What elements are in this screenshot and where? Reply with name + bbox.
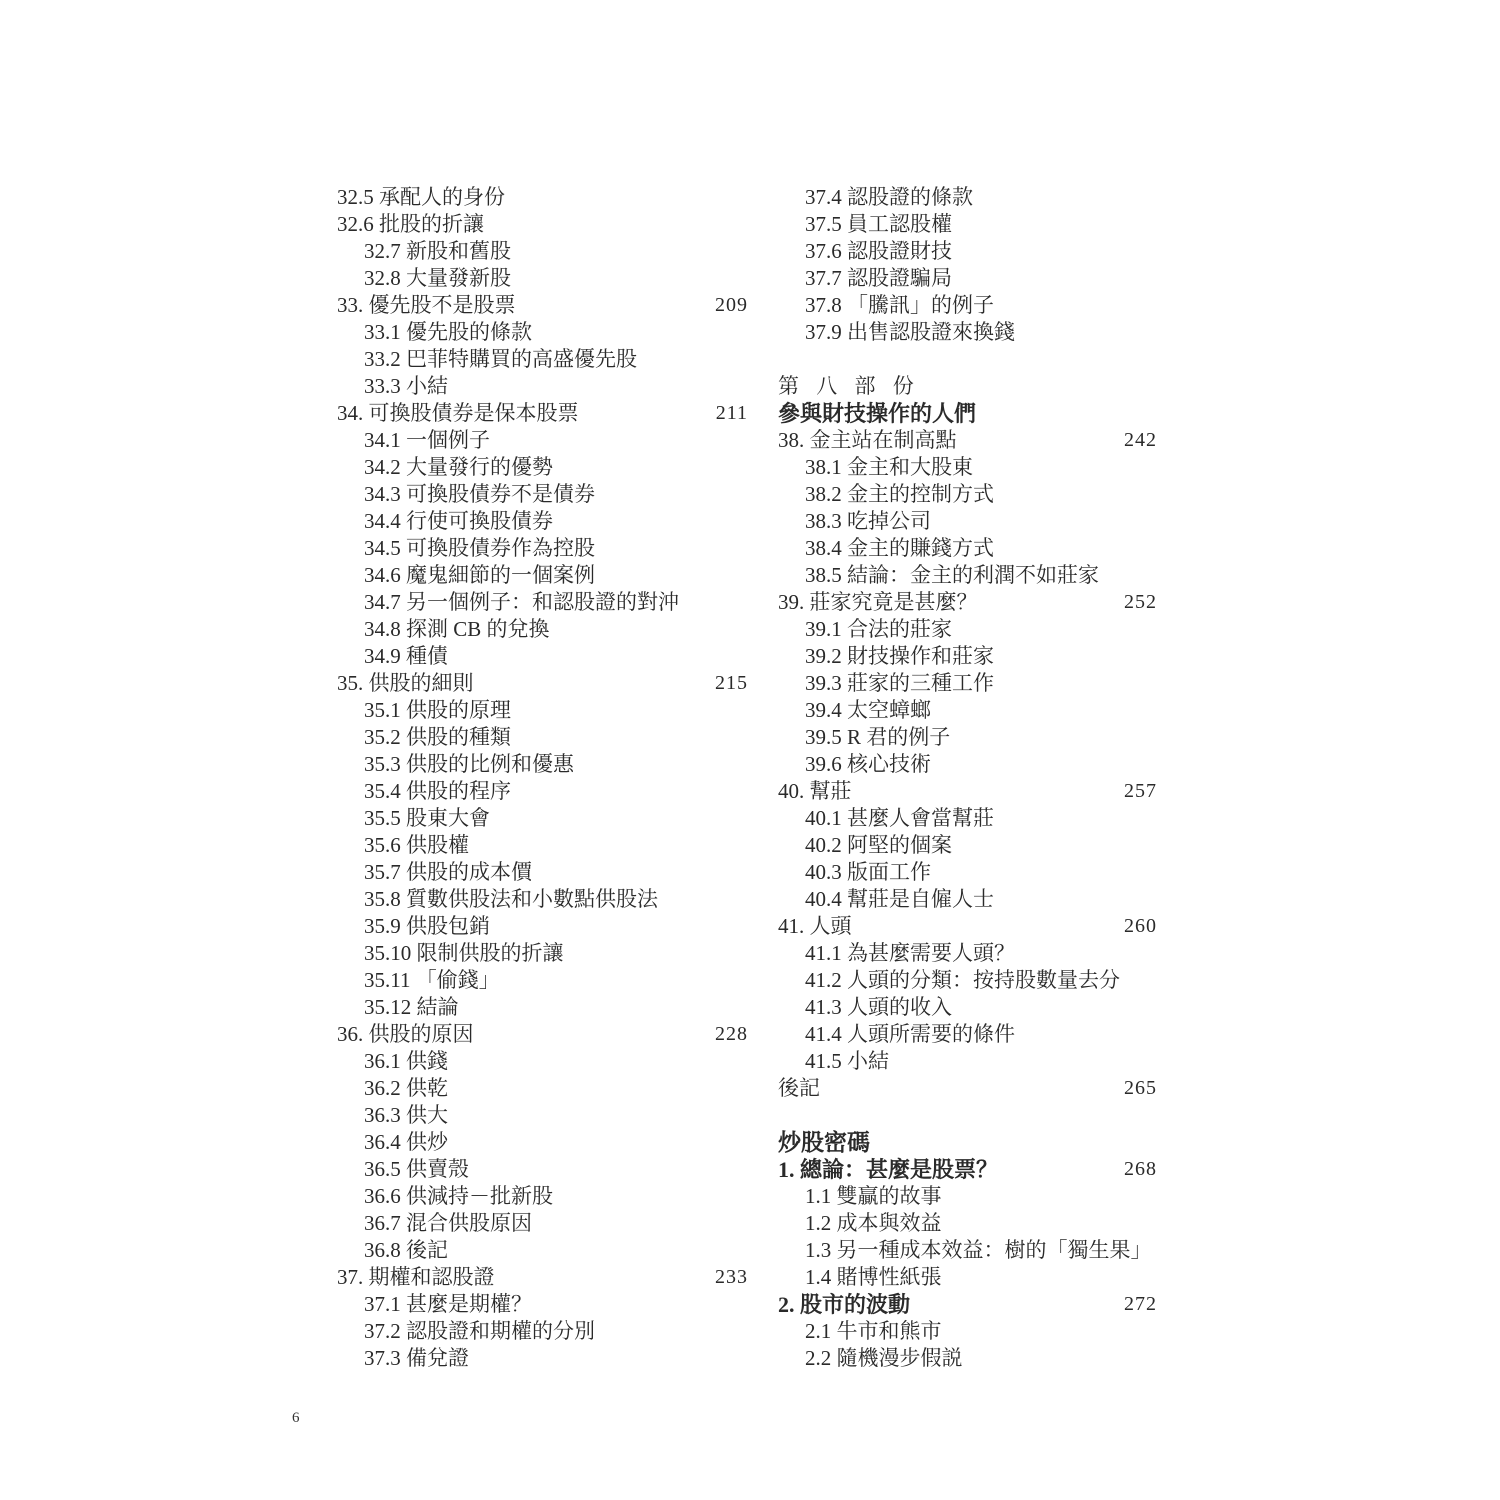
- toc-entry: [337, 832, 748, 859]
- toc-entry-text: 34.2 大量發行的優勢: [364, 455, 553, 479]
- toc-entry: [778, 265, 1157, 292]
- toc-entry: [778, 832, 1157, 859]
- toc-entry-text: 35.7 供股的成本價: [364, 860, 532, 884]
- footer-page-number: 6: [292, 1410, 300, 1426]
- toc-page-number: 228: [715, 1023, 748, 1045]
- toc-entry: [337, 778, 748, 805]
- toc-entry: [778, 481, 1157, 508]
- toc-entry-text: 37.4 認股證的條款: [805, 185, 973, 209]
- toc-entry: [337, 589, 748, 616]
- toc-page-number: 260: [1124, 915, 1157, 937]
- toc-entry: [778, 994, 1157, 1021]
- toc-entry: [778, 1183, 1157, 1210]
- toc-entry: [778, 886, 1157, 913]
- toc-page-number: 215: [715, 672, 748, 694]
- toc-entry: [778, 1156, 1157, 1183]
- toc-entry: [337, 400, 748, 427]
- toc-entry: [337, 643, 748, 670]
- toc-entry: [337, 1210, 748, 1237]
- toc-entry: [778, 1237, 1157, 1264]
- toc-entry-text: 2. 股市的波動: [778, 1292, 911, 1317]
- toc-entry-text: 37.8 「騰訊」的例子: [805, 293, 994, 317]
- toc-entry-text: 37.1 甚麼是期權？: [364, 1292, 532, 1316]
- toc-entry: [778, 778, 1157, 805]
- toc-entry: [337, 562, 748, 589]
- toc-entry-text: 2.2 隨機漫步假説: [805, 1346, 963, 1370]
- toc-entry-text: 36.4 供炒: [364, 1130, 448, 1154]
- toc-entry-text: 35.11 「偷錢」: [364, 968, 500, 992]
- toc-entry: [778, 238, 1157, 265]
- toc-entry: [778, 535, 1157, 562]
- toc-entry: [778, 400, 1157, 427]
- toc-entry-text: 34. 可換股債券是保本股票: [337, 401, 579, 425]
- toc-entry: [778, 1264, 1157, 1291]
- toc-entry-text: 33. 優先股不是股票: [337, 293, 516, 317]
- toc-entry-text: 38.4 金主的賺錢方式: [805, 536, 994, 560]
- toc-entry: [337, 1156, 748, 1183]
- toc-entry-text: 34.9 種債: [364, 644, 448, 668]
- toc-entry: [778, 1075, 1157, 1102]
- toc-entry-text: 34.7 另一個例子：和認股證的對沖: [364, 590, 679, 614]
- toc-page-number: 209: [715, 294, 748, 316]
- toc-entry: [778, 1345, 1157, 1372]
- toc-entry-text: 41.4 人頭所需要的條件: [805, 1022, 1015, 1046]
- toc-entry: [337, 1345, 748, 1372]
- toc-entry-text: 36.7 混合供股原因: [364, 1211, 532, 1235]
- toc-entry-text: 34.8 探測 CB 的兌換: [364, 617, 550, 641]
- toc-entry-text: 39. 莊家究竟是甚麼？: [778, 590, 978, 614]
- toc-entry-text: 40. 幫莊: [778, 779, 852, 803]
- toc-entry-text: 37.9 出售認股證來換錢: [805, 320, 1015, 344]
- toc-entry-text: 32.6 批股的折讓: [337, 212, 484, 236]
- toc-page-number: 268: [1124, 1158, 1157, 1180]
- toc-entry-text: 36.8 後記: [364, 1238, 448, 1262]
- toc-entry: [337, 508, 748, 535]
- toc-page-number: 265: [1124, 1077, 1157, 1099]
- toc-entry: [778, 292, 1157, 319]
- toc-entry: [778, 1021, 1157, 1048]
- toc-entry-text: 39.6 核心技術: [805, 752, 931, 776]
- toc-entry-text: 33.2 巴菲特購買的高盛優先股: [364, 347, 637, 371]
- toc-entry-text: 36.5 供賣殼: [364, 1157, 469, 1181]
- toc-entry: [778, 967, 1157, 994]
- toc-page-number: 233: [715, 1266, 748, 1288]
- toc-entry-text: 35.3 供股的比例和優惠: [364, 752, 574, 776]
- toc-entry-text: 38. 金主站在制高點: [778, 428, 957, 452]
- toc-entry: [337, 481, 748, 508]
- toc-entry-text: 39.4 太空蟑螂: [805, 698, 931, 722]
- toc-entry: [337, 1264, 748, 1291]
- toc-entry: [778, 697, 1157, 724]
- toc-entry-text: 35.8 質數供股法和小數點供股法: [364, 887, 658, 911]
- toc-entry-text: 40.3 版面工作: [805, 860, 931, 884]
- toc-entry: [778, 913, 1157, 940]
- toc-entry-text: 第 八 部 份: [778, 374, 920, 398]
- toc-entry-text: 35.1 供股的原理: [364, 698, 511, 722]
- toc-entry: [337, 427, 748, 454]
- toc-entry: [778, 859, 1157, 886]
- toc-entry: [337, 967, 748, 994]
- toc-entry-text: 40.1 甚麼人會當幫莊: [805, 806, 994, 830]
- toc-column-right: [778, 184, 1157, 1372]
- toc-entry: [337, 1048, 748, 1075]
- toc-entry-text: 39.5 R 君的例子: [805, 725, 951, 749]
- toc-entry-text: 34.6 魔鬼細節的一個案例: [364, 563, 595, 587]
- toc-entry: [337, 994, 748, 1021]
- toc-entry: [337, 238, 748, 265]
- toc-entry: [337, 184, 748, 211]
- toc-entry: [337, 940, 748, 967]
- toc-entry-text: 37.7 認股證騙局: [805, 266, 952, 290]
- toc-entry-text: 38.1 金主和大股東: [805, 455, 973, 479]
- toc-entry-text: 37.6 認股證財技: [805, 239, 952, 263]
- toc-entry-text: 35.4 供股的程序: [364, 779, 511, 803]
- toc-entry: [778, 508, 1157, 535]
- toc-entry: [337, 697, 748, 724]
- toc-page-number: 242: [1124, 429, 1157, 451]
- toc-entry-text: 41.1 為甚麼需要人頭？: [805, 941, 1015, 965]
- toc-entry: [778, 670, 1157, 697]
- toc-entry-text: 1.4 賭博性紙張: [805, 1265, 942, 1289]
- toc-entry-text: 40.2 阿堅的個案: [805, 833, 952, 857]
- toc-entry: [778, 1048, 1157, 1075]
- toc-entry-text: 32.7 新股和舊股: [364, 239, 511, 263]
- toc-entry-text: 35.10 限制供股的折讓: [364, 941, 564, 965]
- toc-entry-text: 36.1 供錢: [364, 1049, 448, 1073]
- toc-page-number: 252: [1124, 591, 1157, 613]
- toc-entry: [337, 1021, 748, 1048]
- toc-entry-text: 39.2 財技操作和莊家: [805, 644, 994, 668]
- toc-spacer: [778, 346, 1157, 373]
- toc-entry-text: 35.9 供股包銷: [364, 914, 490, 938]
- toc-entry-text: 37.5 員工認股權: [805, 212, 952, 236]
- toc-entry: [337, 913, 748, 940]
- toc-entry: [337, 751, 748, 778]
- toc-entry: [337, 859, 748, 886]
- toc-entry-text: 37.2 認股證和期權的分別: [364, 1319, 595, 1343]
- toc-entry: [337, 1237, 748, 1264]
- toc-entry-text: 1.1 雙贏的故事: [805, 1184, 942, 1208]
- toc-entry: [778, 562, 1157, 589]
- toc-entry: [778, 751, 1157, 778]
- toc-entry-text: 37.3 備兌證: [364, 1346, 469, 1370]
- toc-entry-text: 36. 供股的原因: [337, 1022, 474, 1046]
- toc-page-number: 257: [1124, 780, 1157, 802]
- toc-entry-text: 34.5 可換股債券作為控股: [364, 536, 595, 560]
- toc-entry-text: 40.4 幫莊是自僱人士: [805, 887, 994, 911]
- toc-entry: [778, 616, 1157, 643]
- toc-spacer: [778, 1102, 1157, 1129]
- toc-entry: [778, 319, 1157, 346]
- toc-entry-text: 1. 總論：甚麼是股票？: [778, 1157, 999, 1182]
- toc-entry: [337, 1183, 748, 1210]
- toc-entry: [778, 940, 1157, 967]
- toc-entry-text: 1.2 成本與效益: [805, 1211, 942, 1235]
- toc-entry-text: 36.2 供乾: [364, 1076, 448, 1100]
- toc-page-number: 272: [1124, 1293, 1157, 1315]
- toc-entry-text: 41.5 小結: [805, 1049, 889, 1073]
- toc-entry-text: 38.3 吃掉公司: [805, 509, 931, 533]
- toc-entry: [337, 1291, 748, 1318]
- toc-entry: [778, 589, 1157, 616]
- toc-entry-text: 37. 期權和認股證: [337, 1265, 495, 1289]
- toc-entry: [778, 454, 1157, 481]
- toc-column-left: [337, 184, 748, 1372]
- toc-entry-text: 35. 供股的細則: [337, 671, 474, 695]
- toc-entry: [337, 454, 748, 481]
- toc-entry: [778, 211, 1157, 238]
- toc-entry: [337, 346, 748, 373]
- toc-entry-text: 後記: [778, 1076, 820, 1100]
- toc-entry: [778, 1129, 1157, 1156]
- toc-entry: [778, 427, 1157, 454]
- toc-entry-text: 32.8 大量發新股: [364, 266, 511, 290]
- toc-entry: [778, 1210, 1157, 1237]
- toc-entry: [337, 670, 748, 697]
- toc-entry-text: 39.3 莊家的三種工作: [805, 671, 994, 695]
- toc-entry-text: 35.2 供股的種類: [364, 725, 511, 749]
- toc-entry: [337, 292, 748, 319]
- toc-entry: [778, 1318, 1157, 1345]
- toc-entry: [337, 319, 748, 346]
- toc-entry-text: 36.3 供大: [364, 1103, 448, 1127]
- toc-entry-text: 34.3 可換股債券不是債券: [364, 482, 595, 506]
- toc-entry: [778, 373, 1157, 400]
- toc-entry-text: 炒股密碼: [778, 1130, 870, 1155]
- toc-entry: [337, 805, 748, 832]
- toc-entry-text: 41.3 人頭的收入: [805, 995, 952, 1019]
- toc-page-number: 211: [715, 402, 748, 424]
- toc-entry-text: 34.4 行使可換股債券: [364, 509, 553, 533]
- toc-entry: [337, 535, 748, 562]
- toc-entry: [337, 1129, 748, 1156]
- toc-entry: [337, 373, 748, 400]
- toc-entry: [337, 616, 748, 643]
- toc-entry: [778, 643, 1157, 670]
- toc-entry-text: 38.5 結論：金主的利潤不如莊家: [805, 563, 1099, 587]
- toc-entry: [778, 805, 1157, 832]
- toc-entry: [337, 265, 748, 292]
- toc-entry-text: 參與財技操作的人們: [778, 401, 977, 426]
- toc-entry-text: 41. 人頭: [778, 914, 852, 938]
- toc-entry-text: 35.6 供股權: [364, 833, 469, 857]
- toc-entry: [337, 211, 748, 238]
- toc-entry-text: 32.5 承配人的身份: [337, 185, 505, 209]
- toc-entry: [337, 724, 748, 751]
- toc-entry-text: 35.5 股東大會: [364, 806, 490, 830]
- toc-entry: [337, 1102, 748, 1129]
- toc-entry-text: 33.3 小結: [364, 374, 448, 398]
- toc-entry-text: 34.1 一個例子: [364, 428, 490, 452]
- toc-entry-text: 35.12 結論: [364, 995, 459, 1019]
- toc-entry-text: 41.2 人頭的分類：按持股數量去分: [805, 968, 1120, 992]
- toc-entry: [778, 724, 1157, 751]
- toc-entry: [337, 886, 748, 913]
- toc-entry-text: 39.1 合法的莊家: [805, 617, 952, 641]
- toc-entry-text: 1.3 另一種成本效益：樹的「獨生果」: [805, 1238, 1152, 1262]
- toc-entry: [778, 184, 1157, 211]
- toc-entry: [337, 1318, 748, 1345]
- toc-entry: [778, 1291, 1157, 1318]
- toc-entry-text: 38.2 金主的控制方式: [805, 482, 994, 506]
- toc-entry: [337, 1075, 748, 1102]
- toc-entry-text: 33.1 優先股的條款: [364, 320, 532, 344]
- toc-entry-text: 2.1 牛市和熊市: [805, 1319, 942, 1343]
- toc-entry-text: 36.6 供減持－批新股: [364, 1184, 553, 1208]
